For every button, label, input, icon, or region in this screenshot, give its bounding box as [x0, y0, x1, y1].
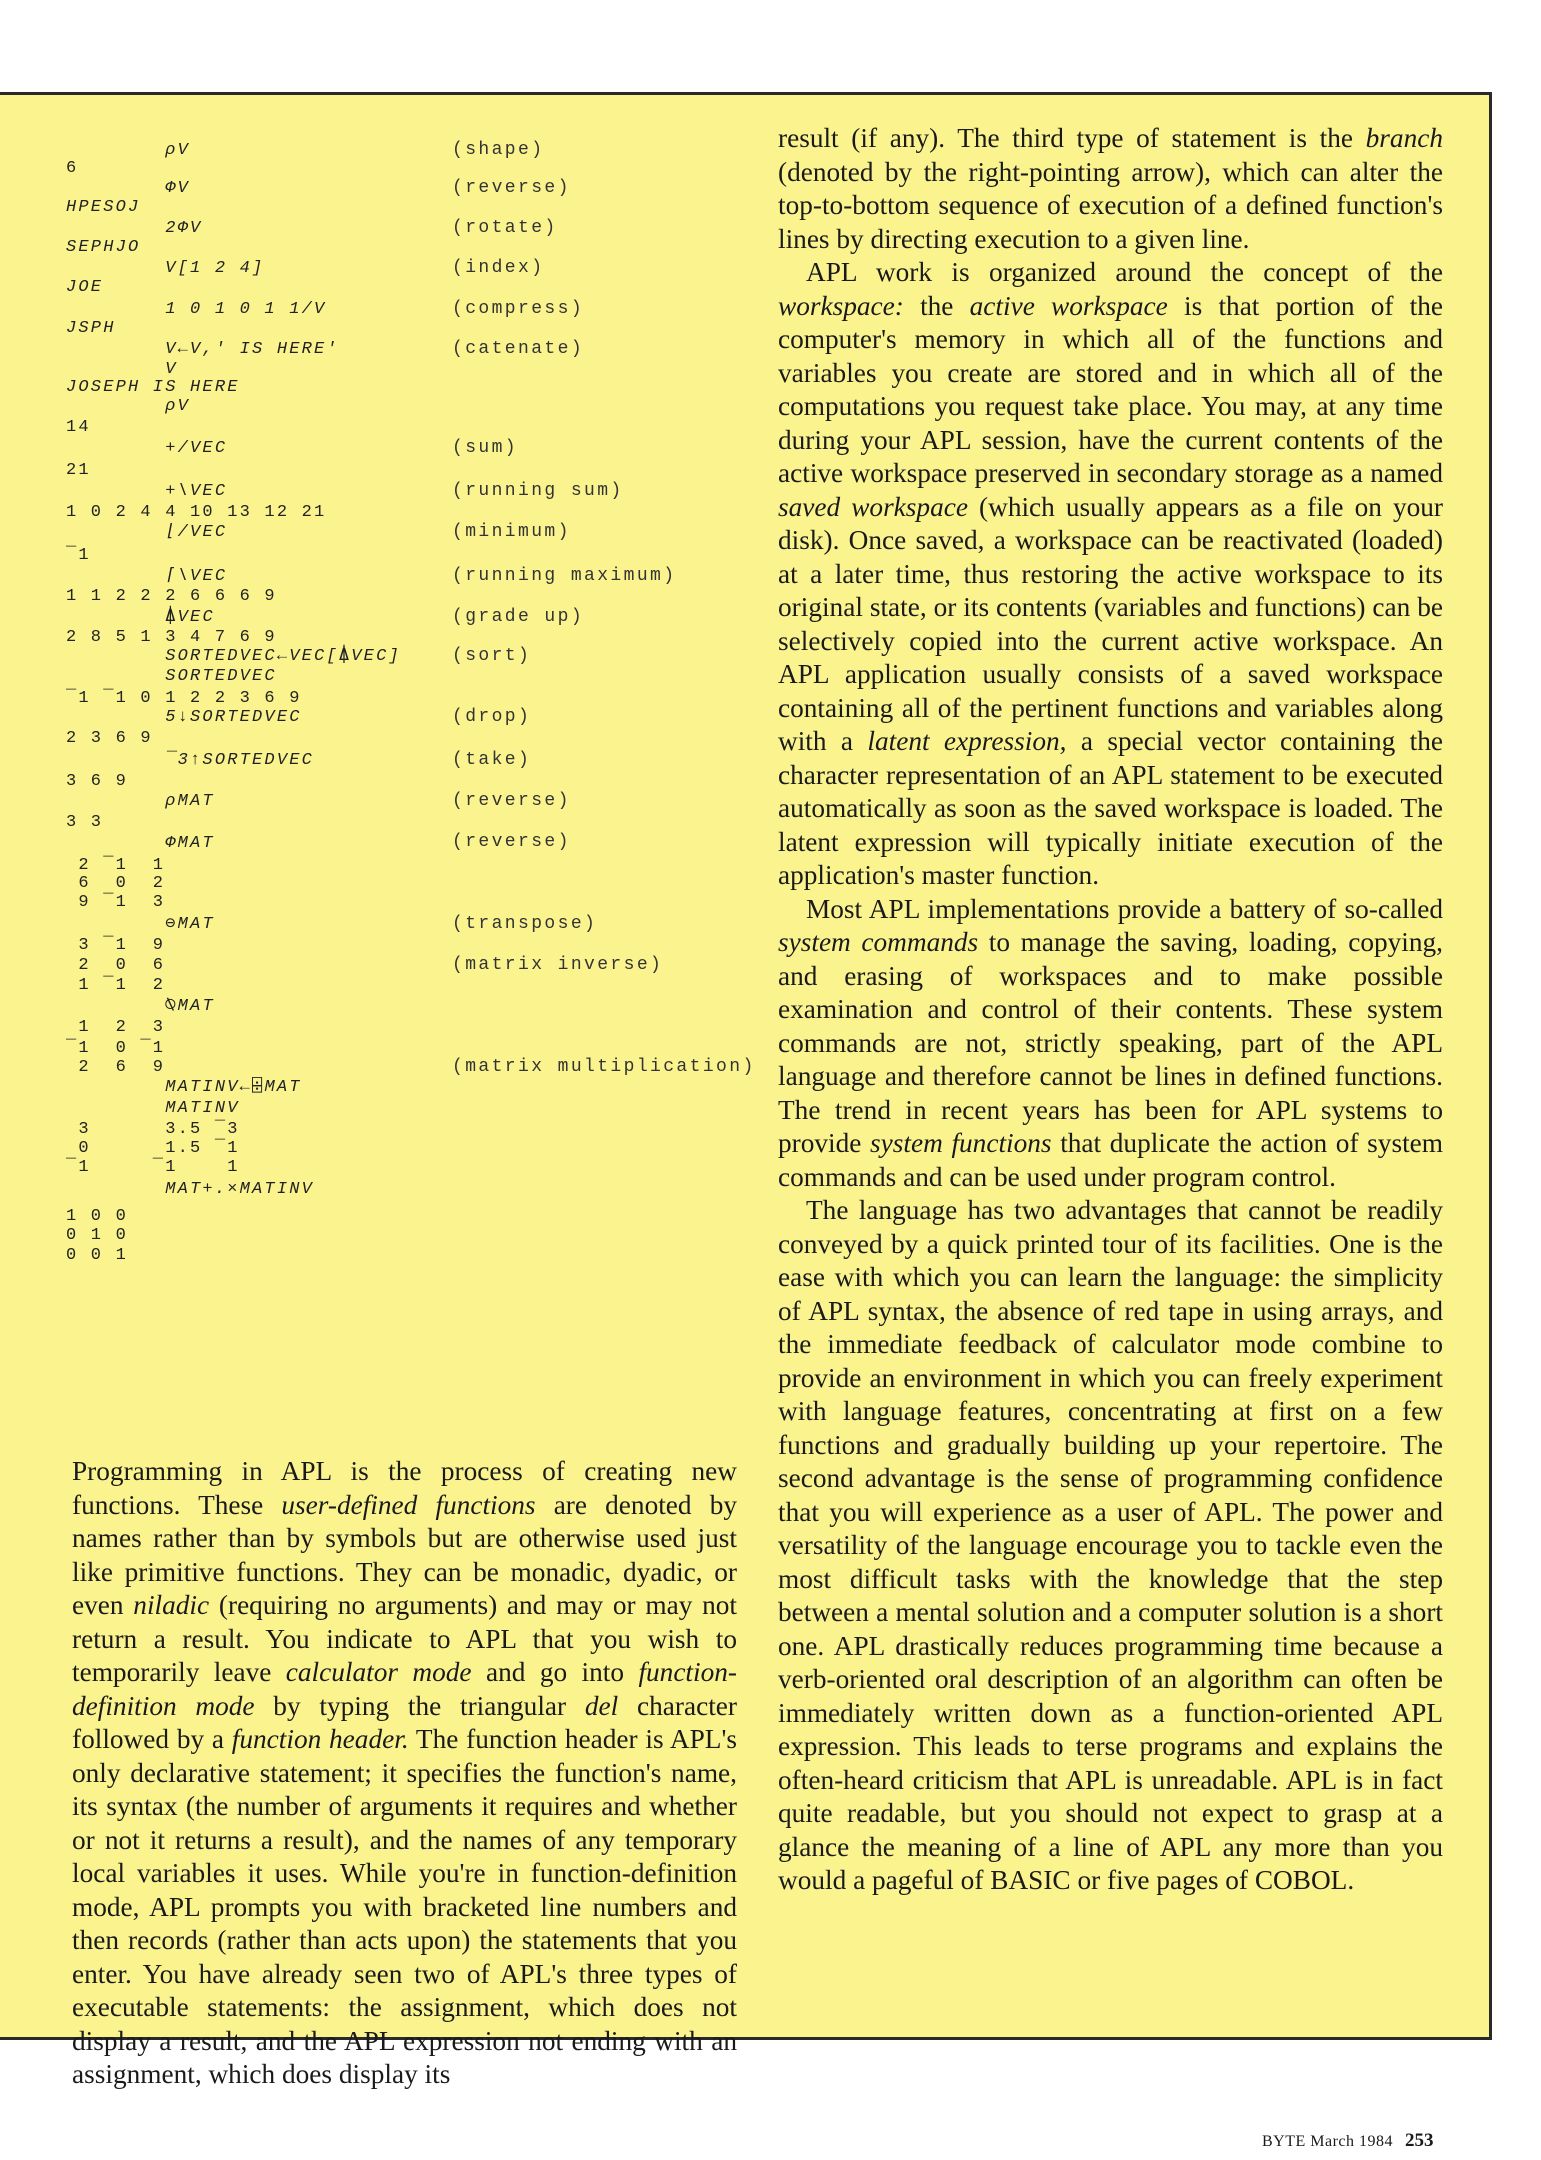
code-comment: (index)	[452, 258, 545, 278]
code-expression: SORTEDVEC←VEC[⍋VEC]	[66, 647, 401, 666]
italic-term: del	[584, 1690, 619, 1721]
code-output: 0 1 0	[66, 1226, 129, 1245]
code-output: 0 0 1	[66, 1246, 129, 1265]
code-output: 2 8 5 1 3 4 7 6 9	[66, 628, 277, 647]
code-output: ¯1 ¯1 0 1 2 2 3 6 9	[66, 689, 302, 708]
italic-term: user-defined functions	[281, 1489, 536, 1520]
code-expression: ⊖MAT	[66, 915, 215, 934]
text-run: (which usually appears as a file on your disk). Once saved, a workspace can be reactivated (loaded) at a later time, thus restoring the active workspace to its original state, or its contents (variables and functions) can be selectively copied into the current active workspace. An APL application usually consists of a saved workspace containing all of the pertinent functions and variables along with a	[778, 491, 1443, 756]
code-output: 2 ¯1 1	[66, 856, 166, 875]
code-output: 1 2 3	[66, 1018, 166, 1037]
code-expression: V	[66, 360, 178, 379]
code-comment: (reverse)	[452, 178, 571, 198]
code-output: 3 ¯1 9	[66, 936, 166, 955]
code-output: ¯1 0 ¯1	[66, 1039, 166, 1058]
code-comment: (running maximum)	[452, 566, 677, 586]
code-expression: ρV	[66, 141, 191, 160]
code-output: 3 3	[66, 813, 104, 832]
code-expression: ΦV	[66, 179, 191, 198]
code-expression: ΦMAT	[66, 834, 215, 853]
text-run: (denoted by the right-pointing arrow), which can alter the top-to-bottom sequence of execution of a defined function's lines by directing execution to a given line.	[778, 156, 1443, 254]
code-comment: (matrix inverse)	[452, 955, 664, 975]
code-output: 21	[66, 461, 91, 480]
code-expression: JSPH	[66, 319, 116, 338]
code-expression: ρV	[66, 397, 191, 416]
code-comment: (compress)	[452, 299, 585, 319]
code-expression: +\VEC	[66, 482, 228, 501]
code-expression: ⍋VEC	[66, 608, 215, 627]
code-output: 14	[66, 418, 91, 437]
code-output: 6	[66, 159, 79, 178]
code-output: 2 3 6 9	[66, 729, 153, 748]
code-expression: ⌈\VEC	[66, 567, 228, 586]
code-output: 1 0 2 4 4 10 13 12 21	[66, 503, 327, 522]
code-comment: (drop)	[452, 707, 532, 727]
code-expression: ⍉MAT	[66, 997, 215, 1016]
code-output: 1 0 0	[66, 1207, 129, 1226]
right-text-column	[778, 122, 1443, 1898]
left-text-column	[72, 1455, 737, 2092]
code-output: 1 1 2 2 2 6 6 6 9	[66, 587, 277, 606]
code-expression: V[1 2 4]	[66, 259, 265, 278]
code-expression: 1 0 1 0 1 1/V	[66, 300, 327, 319]
code-expression: MAT+.×MATINV	[66, 1180, 315, 1199]
code-output: 3 6 9	[66, 772, 129, 791]
code-output: ¯1 ¯1 1	[66, 1158, 240, 1177]
paragraph	[778, 256, 1443, 893]
text-run: and go into	[471, 1657, 639, 1687]
paragraph	[778, 893, 1443, 1195]
text-run: to manage the saving, loading, copying, and erasing of workspaces and to make possible examination and control of their contents. These system commands are not, strictly speaking, part of the APL language and therefore cannot be lines in defined functions. The trend in recent years has been for APL systems to provide	[778, 927, 1443, 1158]
code-comment: (rotate)	[452, 218, 558, 238]
text-run: a special vector containing the character representation of an APL statement to be executed automatically as soon as the saved workspace is loaded. The latent expression will typically initiate execution of the application's master function.	[778, 726, 1443, 890]
code-output: 2 0 6	[66, 956, 166, 975]
text-run: The function header is APL's only declarative statement; it specifies the function's name, its syntax (the number of arguments it requires and whether or not it returns a result), and the names of any temporary local variables it uses. While you're in function-definition mode, APL prompts you with bracketed line numbers and then records (rather than acts upon) the statements that you enter. You have already seen two of APL's three types of executable statements: the assignment, which does not display a result, and the APL expression not ending with an assignment, which does display its	[72, 1724, 738, 2089]
code-comment: (shape)	[452, 140, 545, 160]
code-expression: MATINV←⌹MAT	[66, 1078, 302, 1097]
italic-term: niladic	[133, 1590, 210, 1620]
code-comment: (minimum)	[452, 522, 571, 542]
code-output: 3 3.5 ¯3	[66, 1120, 240, 1139]
code-expression: SEPHJO	[66, 238, 141, 257]
code-comment: (sum)	[452, 438, 519, 458]
italic-term: active workspace	[969, 290, 1168, 321]
paragraph	[778, 1194, 1443, 1898]
code-comment: (transpose)	[452, 914, 598, 934]
code-comment: (reverse)	[452, 832, 571, 852]
code-output: 2 6 9	[66, 1058, 166, 1077]
code-expression: ⌊/VEC	[66, 523, 228, 542]
code-expression: ρMAT	[66, 792, 215, 811]
code-expression: 5↓SORTEDVEC	[66, 708, 302, 727]
code-output: 1 ¯1 2	[66, 976, 166, 995]
text-run: Programming in APL is the process of creating new functions. These	[72, 1456, 737, 1520]
code-expression: JOE	[66, 278, 104, 297]
text-run: result (if any). The third type of statement is the	[778, 123, 1366, 153]
magazine-issue: BYTE March 1984	[1262, 2133, 1394, 2150]
italic-term: branch	[1365, 123, 1443, 153]
paragraph	[778, 122, 1443, 256]
code-expression: SORTEDVEC	[66, 667, 277, 686]
code-output: 0 1.5 ¯1	[66, 1139, 240, 1158]
code-comment: (running sum)	[452, 481, 624, 501]
paragraph	[72, 1455, 737, 2092]
highlighted-page-panel	[0, 92, 1492, 2089]
code-comment: (reverse)	[452, 791, 571, 811]
text-run: APL work is organized around the concept of the	[806, 257, 1443, 287]
italic-term: calculator mode	[285, 1657, 472, 1687]
italic-term: workspace:	[778, 290, 904, 321]
italic-term: function header.	[231, 1724, 409, 1754]
code-expression: 2ΦV	[66, 219, 203, 238]
italic-term: latent expression,	[867, 726, 1067, 756]
italic-term: function-definition mode	[72, 1657, 737, 1721]
italic-term: system commands	[778, 927, 979, 957]
text-run: is that portion of the computer's memory in which all of the functions and variables you create are stored and in which all of the computations you request take place. You may, at any time during your APL session, have the current contents of the active workspace preserved in secondary storage as a named	[778, 290, 1444, 488]
italic-term: saved workspace	[778, 491, 968, 522]
code-output: ¯1	[66, 546, 91, 565]
code-output: 6 0 2	[66, 874, 166, 893]
code-comment: (sort)	[452, 646, 532, 666]
code-expression: ¯3↑SORTEDVEC	[66, 751, 315, 770]
page-footer	[1262, 2130, 1434, 2152]
text-run: by typing the triangular	[254, 1690, 585, 1721]
code-comment: (matrix multiplication)	[452, 1057, 756, 1077]
text-run: Most APL implementations provide a battery of so-called	[806, 893, 1443, 924]
page-number: 253	[1405, 2130, 1434, 2151]
text-run: The language has two advantages that cannot be readily conveyed by a quick printed tour of its facilities. One is the ease with which you can learn the language: the simplicity of APL syntax, the absence of red tape in using arrays, and the immediate feedback of calculator mode combine to provide an environment in which you can freely experiment with language features, concentrating at first on a few functions and gradually building up your repertoire. The second advantage is the sense of programming confidence that you will experience as a user of APL. The power and versatility of the language encourage you to tackle even the most difficult tasks with the knowledge that the step between a mental solution and a computer solution is a short one. APL drastically reduces programming time because a verb-oriented oral description of an algorithm can often be immediately written down as a function-oriented APL expression. This leads to terse programs and explains the often-heard criticism that APL is unreadable. APL is in fact quite readable, but you should not expect to grasp at a glance the meaning of a line of APL any more than you would a pageful of BASIC or five pages of COBOL.	[778, 1195, 1443, 1895]
text-run: are denoted by names rather than by symbols but are otherwise used just like primitive functions. They can be monadic, dyadic, or even	[72, 1489, 738, 1620]
code-comment: (catenate)	[452, 339, 585, 359]
code-comment: (grade up)	[452, 607, 585, 627]
code-expression: JOSEPH IS HERE	[66, 378, 240, 397]
text-run: that duplicate the action of system commands and can be used under program control.	[778, 1128, 1443, 1192]
code-output: 9 ¯1 3	[66, 893, 166, 912]
text-run: (requiring no arguments) and may or may not return a result. You indicate to APL that you wish to temporarily leave	[72, 1590, 737, 1687]
text-run: character followed by a	[72, 1690, 737, 1754]
italic-term: system functions	[870, 1128, 1052, 1158]
code-expression: HPESOJ	[66, 198, 141, 217]
code-expression: V←V,' IS HERE'	[66, 340, 339, 359]
code-expression: MATINV	[66, 1099, 240, 1118]
apl-code-listing	[0, 95, 760, 1375]
code-comment: (take)	[452, 750, 532, 770]
code-expression: +/VEC	[66, 439, 228, 458]
text-run: the	[903, 290, 970, 321]
